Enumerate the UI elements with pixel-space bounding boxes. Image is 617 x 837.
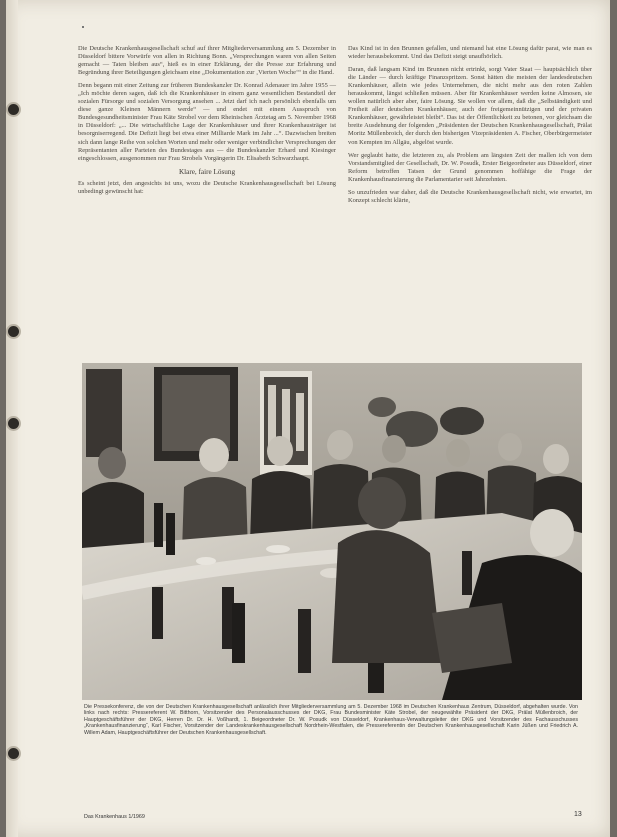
binder-hole — [8, 418, 19, 429]
magazine-page — [6, 0, 610, 837]
paragraph: So unzufrieden war daher, daß die Deutsche Krankenhausgesellschaft nicht, wie erwartet, im Konzept schlecht klärte, — [348, 188, 592, 204]
binder-hole — [8, 326, 19, 337]
left-text-column — [78, 45, 336, 201]
footer-publication: Das Krankenhaus 1/1969 — [84, 814, 145, 820]
photo-caption: Die Pressekonferenz, die von der Deutschen Krankenhausgesellschaft anlässlich ihrer Mitgliederversammlung am 5. Dezember 1968 im Deutschen Krankenhaus Zentrum, Düsseldorf, abgehalten wurde. Von links nach rechts: Pressereferent W. Bitthorn, Vorsitzender des Personalausschusses der DKG, Frau Bundesminister Käte Strobel, der neugewählte Präsident der DKG, Prälat Müllenbroich, der Hauptgeschäftsführer der DKG, Herren Dr. Dr. H. Voßhardt, 1. Beigeordneter Dr. W. Posudk von Düsseldorf, Krankenhaus-Verwaltungsleiter der DKG und Vorsitzender des Fachausschusses „Krankenhausfinanzierung“, Karl Fischer, Vorsitzender der Landeskrankenhausgesellschaft Nordrhein-Westfalen, die Pressereferentin der Deutschen Krankenhausgesellschaft Karin Jüßen und Friedrich A. Willem Adam, Hauptgeschäftsführer der Deutschen Krankenhausgesellschaft. — [84, 704, 578, 736]
binder-hole — [8, 748, 19, 759]
right-text-column — [348, 45, 592, 210]
paragraph: Daran, daß langsam Kind im Brunnen nicht ertrinkt, sorgt Vater Staat — hauptsächlich über die Länder — durch kräftige Finanzspritzen. Sonst hätten die meisten der landesdeutschen Krankenhäuser, allein wie jedes Unternehmen, die nicht mehr aus den roten Zahlen herauskommt, längst schließen müssen. Aber für Krankenhäuser werden keine Almosen, sie wollen natürlich aber aber, faire Lösung. Sie wollen vor allem, daß die „Selbständigkeit und Freiheit aller deutschen Krankenhäuser, auch der freigemeinnützigen und der privaten Krankenhäuser, gewährleistet bleibt“. Das ist der Öffentlichkeit zu betonen, vor gleichsam die breite Ausdehnung der folgenden „Präsidenten der Deutschen Krankenhausgesellschaft, Prälat Moritz Müllenbroich, der durch den bisherigen Vizepräsidenten A. Fischer, Oberbürgermeister von Kempten im Allgäu, abgelöst wurde. — [348, 66, 592, 146]
page-number: 13 — [574, 811, 582, 818]
page-mark — [82, 26, 84, 28]
paragraph: Es scheint jetzt, den angesichts ist uns, wozu die Deutsche Krankenhausgesellschaft bei Lösung unbedingt gewünscht hat: — [78, 179, 336, 195]
binder-hole — [8, 104, 19, 115]
paragraph: Denn begann mit einer Zeitung zur früheren Bundeskanzler Dr. Konrad Adenauer im Jahre 1955 — „Ich möchte deren sagen, daß ich die Krankenhäuser in einem ganz wesentlichen Bestandteil der sozialen Fürsorge und sozialen Versorgung ansehen ... Jetzt darf ich nach persönlich ebenfalls um diese ganze Kleinen Männern werde“ — und endet mit einem Ausspruch von Bundesgesundheitsminister Frau Käte Strobel vor dem Rheinischen Ärztetag am 5. November 1968 in Düsseldorf: „... Die wirtschaftliche Lage der Krankenhäuser und ihrer Krankenhausträger ist besorgniserregend. Die Defizit liegt bei etwa einer Milliarde Mark im Jahr ...“. Dazwischen breiten sich dann lange Reihe von solchen Worten und mehr oder weniger verbindlicher Versprechungen der Repräsentanten aller Parteien des Bundestages aus — die Bundeskanzler Erhard und Kiesinger eingeschlossen, ausgenommen nur Frau Strobels Vorgängerin Dr. Elisabeth Schwarzhaupt. — [78, 82, 336, 162]
paragraph: Wer geglaubt hatte, die letzteren zu, als Problem am längsten Zeit der mallen ich von dem Vorstandsmitglied der Gesellschaft, Dr. W. Posudk, Erster Beigeordneter aus Düsseldorf, einer Reform betroffen Tatsen der Grund genommen hoffähige die Frage der Krankenhausfinanzierung die Parlamentarier seit Jahrzehnten. — [348, 151, 592, 183]
paragraph: Die Deutsche Krankenhausgesellschaft schuf auf ihrer Mitgliederversammlung am 5. Dezember in Düsseldorf bittere Vorwürfe von allen in Richtung Bonn. „Versprechungen waren von allen Seiten gemacht — Taten bleiben aus“, hieß es in einer Erklärung, der die Presse zur Erfahrung und Begründung ihrer Beteiligungen gleichsam eine „Dokumentation zur ‚Vierten Woche‘“ in die Hand. — [78, 45, 336, 77]
press-conference-illustration — [82, 363, 582, 700]
section-subheading: Klare, faire Lösung — [178, 167, 236, 176]
press-conference-photo — [82, 363, 582, 700]
paragraph: Das Kind ist in den Brunnen gefallen, und niemand hat eine Lösung dafür parat, wie man es wieder herausbekommt. Und das Defizit steigt unaufhörlich. — [348, 45, 592, 61]
